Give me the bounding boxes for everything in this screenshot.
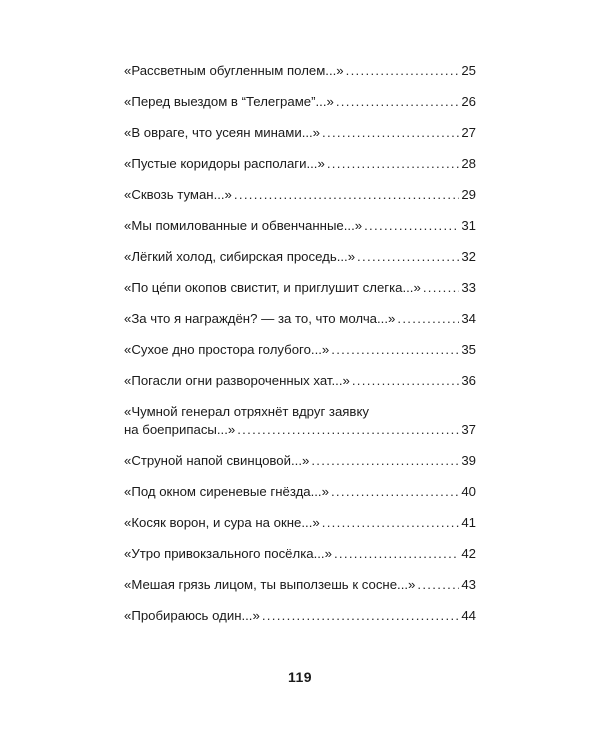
toc-leader-dots <box>311 452 459 470</box>
toc-entry <box>124 335 476 366</box>
toc-entry-page: 39 <box>461 453 476 468</box>
toc-entry <box>124 273 476 304</box>
toc-leader-dots <box>322 124 459 142</box>
toc-entry <box>124 87 476 118</box>
toc-leader-dots <box>262 607 460 625</box>
toc-leader-dots <box>331 483 459 501</box>
toc-leader-dots <box>417 576 459 594</box>
toc-entry-title: «Пробираюсь один...» <box>124 608 260 623</box>
toc-entry <box>124 118 476 149</box>
toc-entry-title: «Сухое дно простора голубого...» <box>124 342 330 357</box>
toc-leader-dots <box>234 186 459 204</box>
toc-entry-page: 27 <box>461 125 476 140</box>
toc-entry-page: 37 <box>461 422 476 437</box>
toc-entry-page: 35 <box>461 342 476 357</box>
toc-leader-dots <box>352 372 460 390</box>
toc-entry <box>124 56 476 87</box>
toc-entry-title: «Сквозь туман...» <box>124 187 232 202</box>
toc-entry-page: 34 <box>461 311 476 326</box>
toc-entry-title: «По це́пи окопов свистит, и приглушит слегка...» <box>124 280 421 295</box>
toc-leader-dots <box>327 155 460 173</box>
toc-leader-dots <box>322 514 460 532</box>
toc-entry-title: «Утро привокзального посёлка...» <box>124 546 332 561</box>
toc-entry-page: 28 <box>461 156 476 171</box>
toc-entry <box>124 304 476 335</box>
toc-entry-page: 32 <box>461 249 476 264</box>
toc-entry <box>124 601 476 632</box>
page-number: 119 <box>287 669 313 685</box>
toc-entry-title: «В овраге, что усеян минами...» <box>124 125 321 140</box>
toc-leader-dots <box>397 310 459 328</box>
toc-entry-page: 26 <box>461 94 476 109</box>
toc-leader-dots <box>364 217 459 235</box>
toc-entry <box>124 570 476 601</box>
toc-entry <box>124 149 476 180</box>
toc-entry-title: «Мешая грязь лицом, ты выползешь к сосне...» <box>124 577 416 592</box>
toc-entry-page: 44 <box>461 608 476 623</box>
toc-entry-title: «Косяк ворон, и сура на окне...» <box>124 515 320 530</box>
toc-entry-page: 31 <box>461 218 476 233</box>
toc-leader-dots <box>334 545 459 563</box>
toc-entry-line2 <box>124 421 476 439</box>
toc-entry-page: 43 <box>461 577 476 592</box>
toc-entry-page: 40 <box>461 484 476 499</box>
toc-entry-title: «Струной напой свинцовой...» <box>124 453 310 468</box>
toc-entry-page: 36 <box>461 373 476 388</box>
toc-leader-dots <box>331 341 459 359</box>
toc-entry <box>124 242 476 273</box>
toc-entry-title-line2: на боеприпасы...» <box>124 422 236 437</box>
toc-entry-title: «Погасли огни развороченных хат...» <box>124 373 350 388</box>
toc-entry-title: «Пустые коридоры располаги...» <box>124 156 325 171</box>
toc-leader-dots <box>423 279 460 297</box>
toc-entry-title: «Мы помилованные и обвенчанные...» <box>124 218 363 233</box>
toc-entry-title: «Рассветным обугленным полем...» <box>124 63 344 78</box>
toc-entry <box>124 180 476 211</box>
toc-leader-dots <box>237 421 459 439</box>
toc-entry-title-line1: «Чумной генерал отряхнёт вдруг заявку <box>124 404 369 419</box>
toc-entry-title: «Лёгкий холод, сибирская проседь...» <box>124 249 356 264</box>
table-of-contents <box>124 56 476 632</box>
toc-entry-title: «Перед выездом в “Телеграме”...» <box>124 94 334 109</box>
toc-entry <box>124 397 476 446</box>
toc-leader-dots <box>336 93 460 111</box>
toc-leader-dots <box>357 248 459 266</box>
toc-entry-page: 29 <box>461 187 476 202</box>
toc-entry <box>124 446 476 477</box>
toc-entry <box>124 508 476 539</box>
toc-entry-page: 33 <box>461 280 476 295</box>
toc-entry-title: «Под окном сиреневые гнёзда...» <box>124 484 329 499</box>
toc-entry <box>124 366 476 397</box>
toc-entry <box>124 211 476 242</box>
toc-entry <box>124 539 476 570</box>
toc-entry-page: 41 <box>461 515 476 530</box>
toc-entry <box>124 477 476 508</box>
toc-leader-dots <box>346 62 460 80</box>
toc-entry-title: «За что я награждён? — за то, что молча...» <box>124 311 396 326</box>
toc-entry-page: 25 <box>461 63 476 78</box>
toc-entry-page: 42 <box>461 546 476 561</box>
